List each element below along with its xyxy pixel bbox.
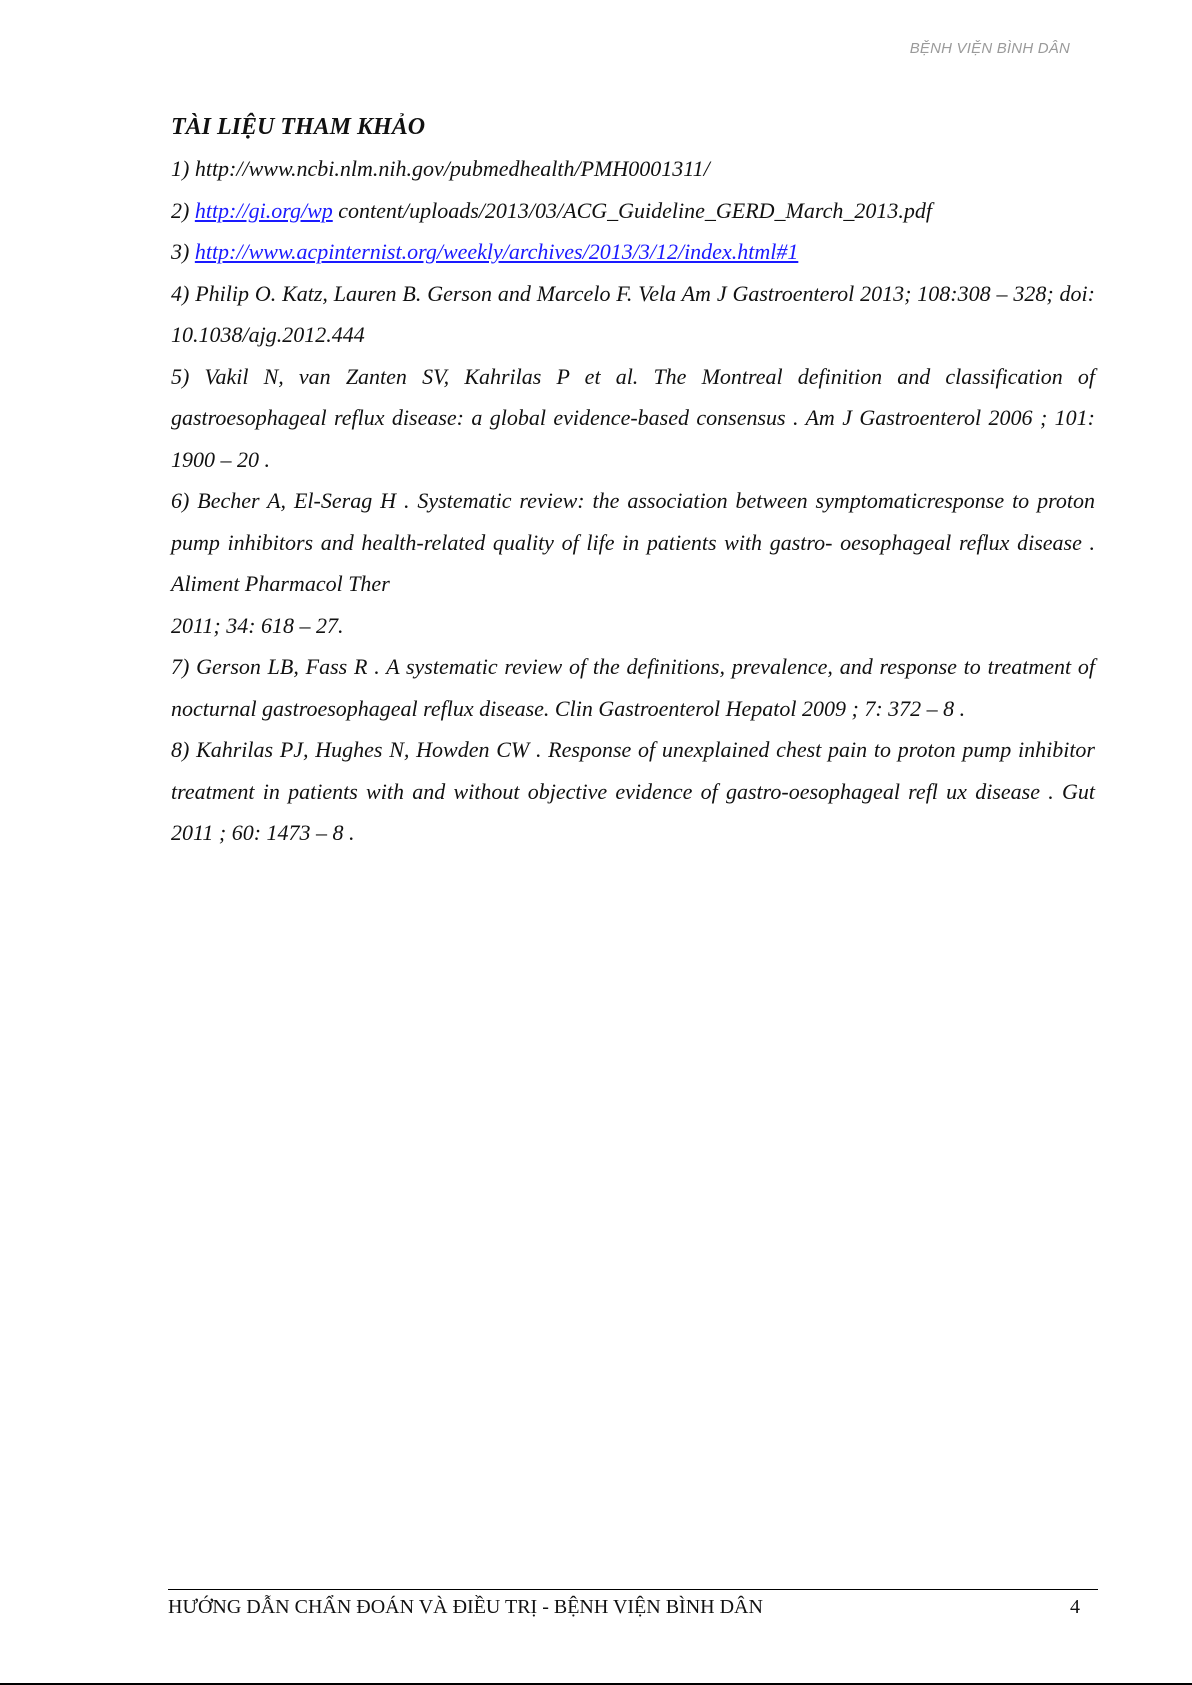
reference-item-5 [171,356,1095,481]
reference-item-6-continued [171,605,1095,647]
reference-1-text: 1) http://www.ncbi.nlm.nih.gov/pubmedhealth/PMH0001311/ [171,156,710,181]
references-title: TÀI LIỆU THAM KHẢO [171,114,426,140]
page-number: 4 [1070,1596,1080,1618]
reference-item-6 [171,480,1095,605]
reference-7-text: 7) Gerson LB, Fass R . A systematic review of the definitions, prevalence, and response to treatment of nocturnal gastroesophageal reflux disease. Clin Gastroenterol Hepatol 2009 ; 7: 372 – 8 . [171,654,1095,721]
reference-item-1 [171,148,1095,190]
reference-2-prefix: 2) [171,197,195,223]
reference-5-text: 5) Vakil N, van Zanten SV, Kahrilas P et al. The Montreal definition and classification of gastroesophageal reflux disease: a global evidence-based consensus . Am J Gastroenterol 2006 ; 101: 1900 – 20 . [171,363,1095,472]
reference-8-text: 8) Kahrilas PJ, Hughes N, Howden CW . Response of unexplained chest pain to proton pump inhibitor treatment in patients with and without objective evidence of gastro-oesophageal refl ux disease . Gut 2011 ; 60: 1473 – 8 . [171,737,1095,845]
reference-item-7 [171,646,1095,729]
reference-2-suffix: content/uploads/2013/03/ACG_Guideline_GERD_March_2013.pdf [332,197,932,223]
running-header: BỆNH VIỆN BÌNH DÂN [909,40,1070,57]
reference-4-text: 4) Philip O. Katz, Lauren B. Gerson and Marcelo F. Vela Am J Gastroenterol 2013; 108:308 – 328; doi: 10.1038/ajg.2012.444 [171,280,1095,347]
reference-6-text: 6) Becher A, El-Serag H . Systematic review: the association between symptomaticresponse to proton pump inhibitors and health-related quality of life in patients with gastro- oesophageal reflux disease . Aliment Pharmacol Ther [171,488,1095,596]
reference-2-link[interactable]: http://gi.org/wp [194,197,333,223]
reference-item-4 [171,273,1095,356]
reference-item-2 [171,190,1095,232]
reference-3-prefix: 3) [171,239,195,264]
reference-list [171,148,1095,854]
reference-6-year: 2011; 34: 618 – 27. [171,612,344,638]
references-section [171,106,1095,854]
footer-title: HƯỚNG DẪN CHẨN ĐOÁN VÀ ĐIỀU TRỊ - BỆNH VIỆN BÌNH DÂN [168,1596,763,1618]
page-footer [168,1589,1098,1619]
reference-item-8 [171,729,1095,854]
reference-item-3 [171,231,1095,273]
reference-3-link[interactable]: http://www.acpinternist.org/weekly/archives/2013/3/12/index.html#1 [194,239,799,264]
